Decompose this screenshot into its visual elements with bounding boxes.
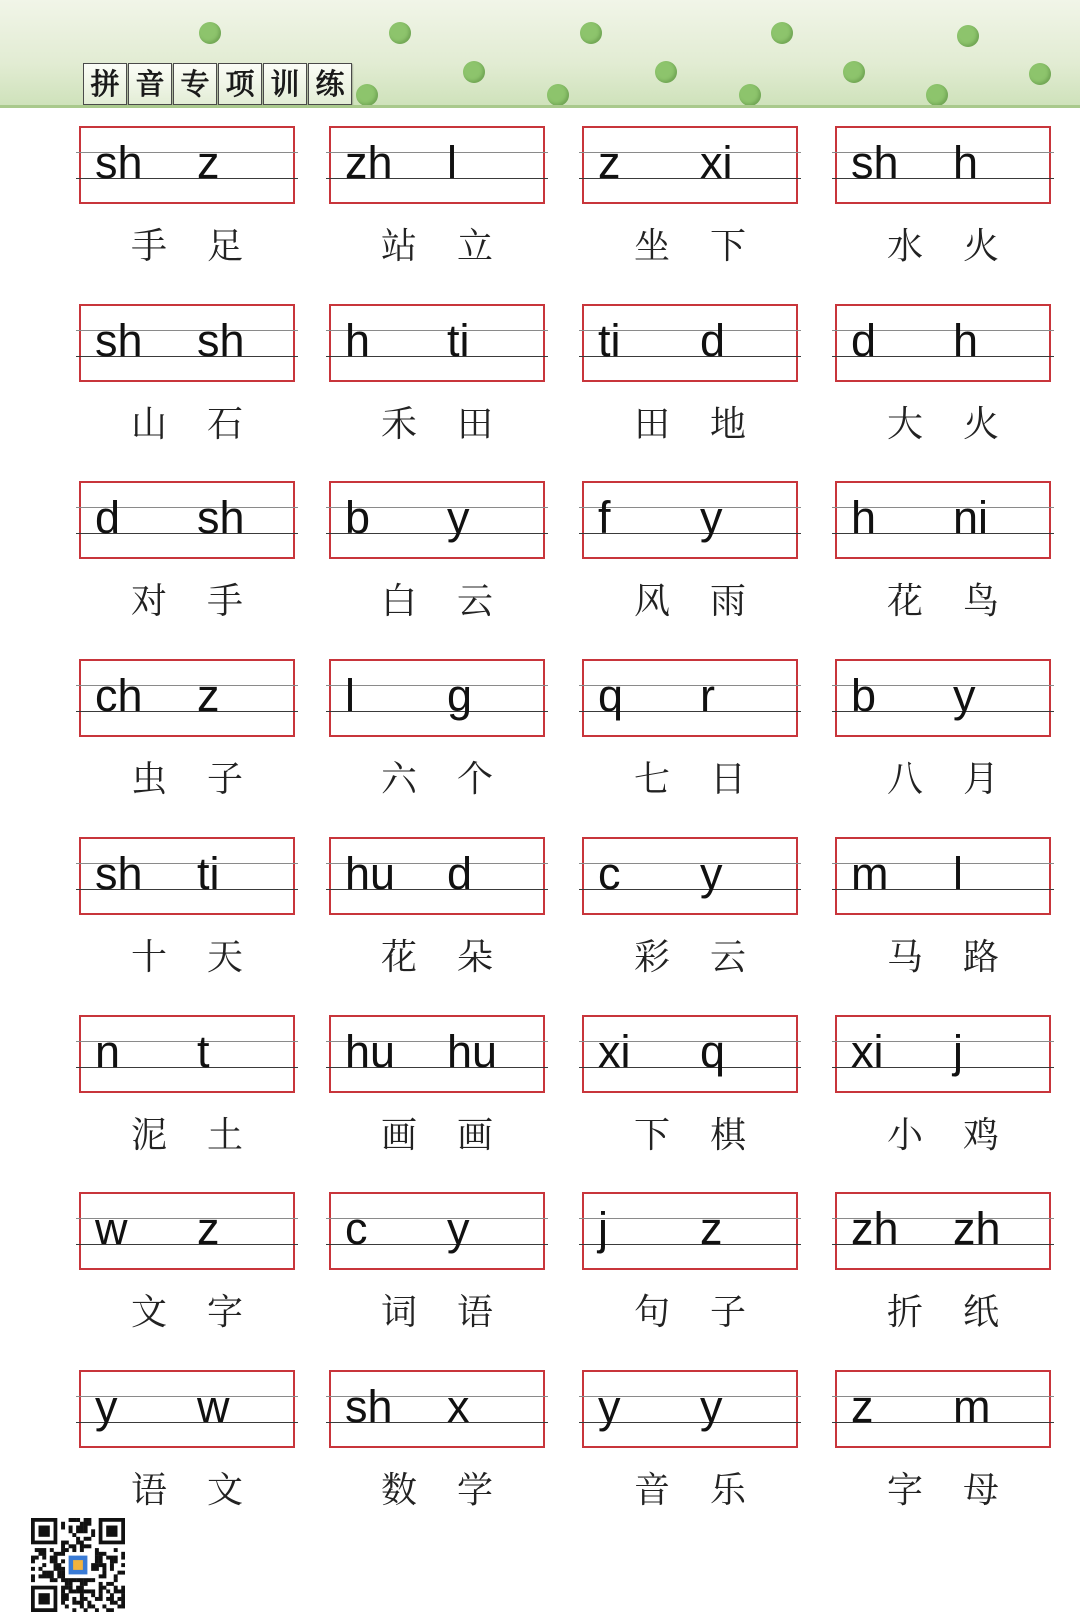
hanzi-char-2: 雨: [709, 581, 746, 623]
pinyin-writing-grid: [582, 659, 798, 737]
pinyin-syllable-2: z: [197, 137, 220, 188]
exercise-item: [329, 1370, 545, 1520]
hanzi-char-1: 花: [380, 936, 417, 978]
title-char: 专: [173, 63, 217, 105]
exercise-item: [582, 126, 798, 276]
decor-dot: [199, 22, 221, 44]
pinyin-syllable-1: w: [95, 1203, 128, 1255]
hanzi-char-2: 文: [206, 1469, 243, 1511]
pinyin-writing-grid: [835, 837, 1051, 915]
hanzi-char-1: 字: [886, 1469, 923, 1511]
title-char: 拼: [83, 63, 127, 105]
pinyin-syllable-2: w: [197, 1380, 230, 1432]
pinyin-syllable-2: d: [447, 847, 473, 899]
hanzi-char-1: 十: [130, 936, 167, 978]
exercise-item: [329, 481, 545, 631]
hanzi-char-1: 山: [130, 403, 167, 445]
exercise-item: [79, 1192, 295, 1342]
hanzi-char-1: 虫: [130, 759, 167, 801]
hanzi-word: [79, 1470, 295, 1512]
pinyin-syllable-1: f: [598, 492, 611, 544]
decor-dot: [926, 84, 948, 106]
pinyin-syllable-2: hu: [447, 1025, 498, 1077]
decor-dot: [356, 84, 378, 106]
decor-dot: [389, 22, 411, 44]
pinyin-writing-grid: [582, 126, 798, 204]
pinyin-writing-grid: [582, 1370, 798, 1448]
hanzi-word: [835, 581, 1051, 623]
exercise-item: [582, 304, 798, 454]
hanzi-char-1: 小: [886, 1114, 923, 1156]
hanzi-char-2: 路: [962, 936, 999, 978]
pinyin-syllable-1: y: [95, 1380, 118, 1432]
pinyin-syllable-2: z: [197, 670, 220, 722]
hanzi-char-2: 子: [709, 1292, 746, 1334]
hanzi-char-1: 坐: [633, 226, 670, 267]
hanzi-word: [79, 226, 295, 268]
hanzi-char-2: 石: [206, 403, 243, 445]
hanzi-char-1: 八: [886, 759, 923, 801]
exercise-item: [329, 837, 545, 987]
pinyin-syllable-2: y: [953, 670, 976, 722]
qr-code: [31, 1518, 125, 1612]
pinyin-syllable-2: ti: [197, 847, 220, 899]
pinyin-syllable-2: j: [953, 1025, 963, 1077]
pinyin-syllable-1: j: [598, 1203, 608, 1255]
pinyin-syllable-1: n: [95, 1025, 121, 1077]
pinyin-syllable-2: d: [700, 314, 726, 366]
hanzi-word: [79, 937, 295, 979]
hanzi-char-2: 子: [206, 759, 243, 801]
hanzi-char-2: 鸡: [962, 1114, 999, 1156]
decor-dot: [463, 61, 485, 83]
hanzi-char-1: 对: [130, 581, 167, 623]
pinyin-syllable-2: h: [953, 137, 979, 188]
hanzi-char-2: 画: [456, 1114, 493, 1156]
hanzi-char-2: 下: [709, 226, 746, 267]
hanzi-char-1: 折: [886, 1292, 923, 1334]
pinyin-writing-grid: [835, 1370, 1051, 1448]
qr-code-icon: [31, 1518, 125, 1612]
exercise-item: [835, 659, 1051, 809]
hanzi-word: [329, 1115, 545, 1157]
exercise-item: [835, 837, 1051, 987]
hanzi-char-2: 朵: [456, 936, 493, 978]
exercise-item: [835, 126, 1051, 276]
pinyin-syllable-2: y: [447, 1203, 470, 1255]
hanzi-char-2: 个: [456, 759, 493, 801]
grid-baseline: [579, 533, 801, 534]
decor-dot: [957, 25, 979, 47]
hanzi-char-2: 日: [709, 759, 746, 801]
pinyin-writing-grid: [835, 481, 1051, 559]
hanzi-char-2: 语: [456, 1292, 493, 1334]
hanzi-char-2: 火: [962, 226, 999, 267]
pinyin-syllable-2: r: [700, 670, 715, 722]
pinyin-syllable-2: xi: [700, 137, 733, 188]
pinyin-writing-grid: [79, 659, 295, 737]
page-title: [83, 63, 353, 105]
pinyin-syllable-2: zh: [953, 1203, 1001, 1255]
decor-dot: [580, 22, 602, 44]
pinyin-writing-grid: [582, 837, 798, 915]
pinyin-writing-grid: [79, 837, 295, 915]
hanzi-char-1: 水: [886, 226, 923, 267]
hanzi-word: [79, 404, 295, 446]
title-char: 音: [128, 63, 172, 105]
hanzi-char-1: 彩: [633, 936, 670, 978]
pinyin-syllable-2: ti: [447, 314, 470, 366]
pinyin-writing-grid: [79, 1015, 295, 1093]
pinyin-writing-grid: [329, 837, 545, 915]
pinyin-syllable-1: z: [851, 1380, 874, 1432]
hanzi-char-2: 月: [962, 759, 999, 801]
pinyin-syllable-1: sh: [95, 314, 143, 366]
hanzi-char-2: 棋: [709, 1114, 746, 1156]
pinyin-writing-grid: [582, 304, 798, 382]
hanzi-word: [329, 759, 545, 801]
hanzi-char-2: 云: [709, 936, 746, 978]
hanzi-char-1: 手: [130, 226, 167, 267]
hanzi-char-1: 禾: [380, 403, 417, 445]
exercise-item: [582, 659, 798, 809]
title-char: 练: [308, 63, 352, 105]
exercise-item: [582, 1370, 798, 1520]
exercise-item: [835, 1370, 1051, 1520]
hanzi-word: [79, 1115, 295, 1157]
hanzi-char-2: 手: [206, 581, 243, 623]
exercise-item: [582, 837, 798, 987]
pinyin-syllable-1: xi: [851, 1025, 884, 1077]
pinyin-syllable-1: ti: [598, 314, 621, 366]
hanzi-char-2: 田: [456, 403, 493, 445]
exercise-item: [79, 659, 295, 809]
pinyin-writing-grid: [329, 126, 545, 204]
hanzi-word: [835, 759, 1051, 801]
pinyin-writing-grid: [835, 659, 1051, 737]
hanzi-word: [329, 404, 545, 446]
hanzi-word: [329, 937, 545, 979]
pinyin-syllable-1: c: [598, 847, 621, 899]
pinyin-writing-grid: [79, 1192, 295, 1270]
hanzi-char-1: 风: [633, 581, 670, 623]
pinyin-syllable-1: xi: [598, 1025, 631, 1077]
exercise-item: [79, 304, 295, 454]
hanzi-char-2: 学: [456, 1469, 493, 1511]
pinyin-writing-grid: [835, 1192, 1051, 1270]
hanzi-word: [329, 226, 545, 268]
grid-baseline: [579, 1244, 801, 1245]
pinyin-syllable-1: b: [851, 670, 877, 722]
hanzi-char-1: 白: [380, 581, 417, 623]
pinyin-writing-grid: [835, 1015, 1051, 1093]
pinyin-syllable-2: l: [953, 847, 963, 899]
pinyin-syllable-2: l: [447, 137, 457, 188]
hanzi-char-1: 六: [380, 759, 417, 801]
pinyin-writing-grid: [329, 659, 545, 737]
pinyin-syllable-1: ch: [95, 670, 143, 722]
hanzi-char-1: 七: [633, 759, 670, 801]
decor-dot: [655, 61, 677, 83]
hanzi-word: [329, 1470, 545, 1512]
hanzi-char-2: 土: [206, 1114, 243, 1156]
hanzi-word: [582, 1292, 798, 1334]
hanzi-char-2: 母: [962, 1469, 999, 1511]
decor-dot: [739, 84, 761, 106]
hanzi-char-2: 地: [709, 403, 746, 445]
hanzi-word: [582, 404, 798, 446]
hanzi-word: [835, 1470, 1051, 1512]
hanzi-char-1: 大: [886, 403, 923, 445]
grid-line: [326, 685, 548, 686]
pinyin-syllable-1: sh: [345, 1380, 393, 1432]
pinyin-writing-grid: [329, 481, 545, 559]
pinyin-syllable-2: sh: [197, 314, 245, 366]
hanzi-char-1: 花: [886, 581, 923, 623]
decor-dot: [547, 84, 569, 106]
pinyin-syllable-2: t: [197, 1025, 210, 1077]
pinyin-syllable-2: q: [700, 1025, 726, 1077]
exercise-item: [329, 659, 545, 809]
pinyin-syllable-2: z: [197, 1203, 220, 1255]
hanzi-char-1: 文: [130, 1292, 167, 1334]
grid-line: [579, 507, 801, 508]
pinyin-syllable-1: z: [598, 137, 621, 188]
title-char: 项: [218, 63, 262, 105]
hanzi-word: [582, 581, 798, 623]
pinyin-writing-grid: [329, 304, 545, 382]
hanzi-char-1: 站: [380, 226, 417, 267]
pinyin-writing-grid: [582, 1015, 798, 1093]
pinyin-writing-grid: [835, 126, 1051, 204]
hanzi-word: [835, 1115, 1051, 1157]
hanzi-char-2: 火: [962, 403, 999, 445]
pinyin-writing-grid: [329, 1370, 545, 1448]
pinyin-syllable-1: hu: [345, 1025, 396, 1077]
exercise-item: [835, 481, 1051, 631]
exercise-item: [79, 1370, 295, 1520]
pinyin-syllable-2: sh: [197, 492, 245, 544]
pinyin-syllable-1: m: [851, 847, 889, 899]
pinyin-writing-grid: [582, 1192, 798, 1270]
pinyin-syllable-1: sh: [95, 847, 143, 899]
pinyin-writing-grid: [329, 1192, 545, 1270]
pinyin-writing-grid: [582, 481, 798, 559]
exercise-item: [582, 1015, 798, 1165]
hanzi-word: [329, 1292, 545, 1334]
pinyin-syllable-2: y: [700, 847, 723, 899]
hanzi-char-1: 数: [380, 1469, 417, 1511]
hanzi-word: [835, 1292, 1051, 1334]
pinyin-syllable-1: h: [345, 314, 371, 366]
hanzi-word: [329, 581, 545, 623]
hanzi-char-2: 字: [206, 1292, 243, 1334]
pinyin-syllable-2: h: [953, 314, 979, 366]
hanzi-char-2: 立: [456, 226, 493, 267]
pinyin-syllable-1: sh: [851, 137, 899, 188]
pinyin-syllable-1: zh: [851, 1203, 899, 1255]
hanzi-word: [835, 404, 1051, 446]
exercise-item: [835, 304, 1051, 454]
exercise-item: [835, 1015, 1051, 1165]
pinyin-syllable-2: y: [447, 492, 470, 544]
hanzi-word: [582, 1115, 798, 1157]
hanzi-char-2: 乐: [709, 1469, 746, 1511]
exercise-item: [582, 481, 798, 631]
page-header: [0, 0, 1080, 108]
exercise-item: [582, 1192, 798, 1342]
pinyin-writing-grid: [79, 481, 295, 559]
hanzi-word: [582, 759, 798, 801]
pinyin-syllable-1: hu: [345, 847, 396, 899]
exercise-item: [329, 126, 545, 276]
pinyin-syllable-1: b: [345, 492, 371, 544]
pinyin-writing-grid: [79, 304, 295, 382]
pinyin-syllable-2: m: [953, 1380, 991, 1432]
pinyin-syllable-1: h: [851, 492, 877, 544]
pinyin-syllable-1: c: [345, 1203, 368, 1255]
decor-dot: [1029, 63, 1051, 85]
hanzi-char-1: 画: [380, 1114, 417, 1156]
exercise-item: [79, 126, 295, 276]
hanzi-word: [835, 937, 1051, 979]
hanzi-word: [79, 1292, 295, 1334]
hanzi-char-2: 云: [456, 581, 493, 623]
pinyin-syllable-2: y: [700, 492, 723, 544]
hanzi-char-1: 词: [380, 1292, 417, 1334]
exercise-item: [79, 837, 295, 987]
pinyin-syllable-2: ni: [953, 492, 989, 544]
hanzi-char-1: 音: [633, 1469, 670, 1511]
pinyin-syllable-1: y: [598, 1380, 621, 1432]
pinyin-writing-grid: [329, 1015, 545, 1093]
pinyin-writing-grid: [79, 1370, 295, 1448]
title-char: 训: [263, 63, 307, 105]
hanzi-char-2: 天: [206, 936, 243, 978]
exercise-item: [329, 1015, 545, 1165]
pinyin-syllable-2: y: [700, 1380, 723, 1432]
pinyin-writing-grid: [835, 304, 1051, 382]
hanzi-char-1: 马: [886, 936, 923, 978]
hanzi-char-2: 纸: [962, 1292, 999, 1334]
grid-line: [579, 1218, 801, 1219]
hanzi-char-2: 鸟: [962, 581, 999, 623]
hanzi-word: [79, 581, 295, 623]
decor-dot: [771, 22, 793, 44]
hanzi-char-1: 田: [633, 403, 670, 445]
exercise-item: [835, 1192, 1051, 1342]
pinyin-syllable-2: x: [447, 1380, 470, 1432]
exercise-item: [79, 1015, 295, 1165]
grid-baseline: [326, 711, 548, 712]
hanzi-word: [582, 226, 798, 268]
hanzi-char-1: 泥: [130, 1114, 167, 1156]
hanzi-char-1: 句: [633, 1292, 670, 1334]
hanzi-word: [582, 937, 798, 979]
exercise-item: [329, 1192, 545, 1342]
hanzi-word: [79, 759, 295, 801]
hanzi-char-2: 足: [206, 226, 243, 267]
hanzi-word: [835, 226, 1051, 268]
pinyin-writing-grid: [79, 126, 295, 204]
pinyin-syllable-1: d: [851, 314, 877, 366]
exercise-item: [329, 304, 545, 454]
pinyin-syllable-1: sh: [95, 137, 143, 188]
hanzi-word: [582, 1470, 798, 1512]
pinyin-syllable-1: l: [345, 670, 355, 722]
pinyin-syllable-2: g: [447, 670, 473, 722]
pinyin-syllable-1: zh: [345, 137, 393, 188]
pinyin-syllable-1: d: [95, 492, 121, 544]
pinyin-syllable-2: z: [700, 1203, 723, 1255]
exercise-item: [79, 481, 295, 631]
hanzi-char-1: 下: [633, 1114, 670, 1156]
pinyin-syllable-1: q: [598, 670, 624, 722]
hanzi-char-1: 语: [130, 1469, 167, 1511]
decor-dot: [843, 61, 865, 83]
